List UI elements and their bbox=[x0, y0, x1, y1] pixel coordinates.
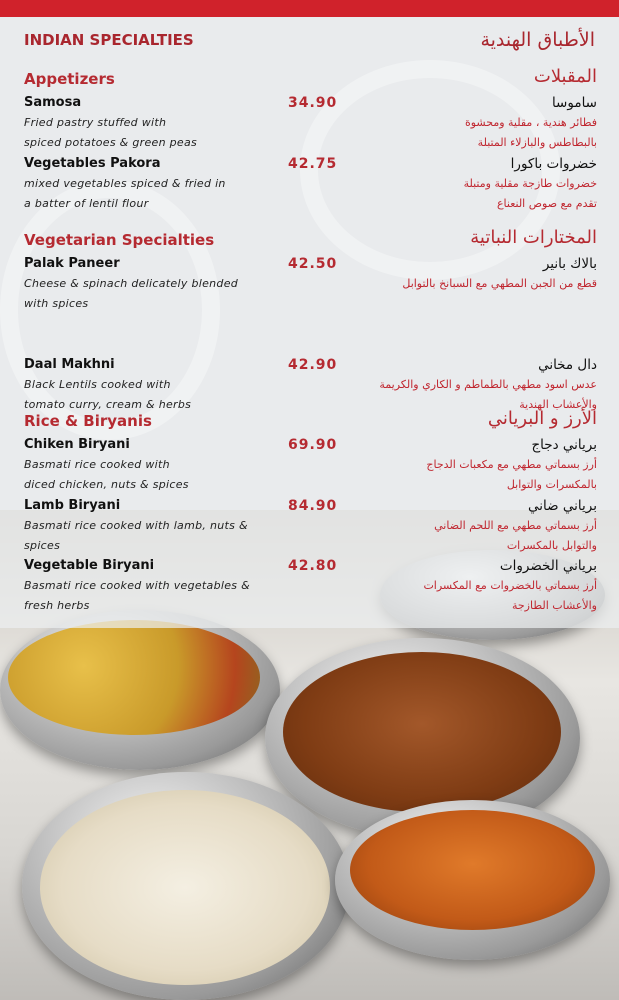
item-description-arabic: فطائر هندية ، مقلية ومحشوة bbox=[464, 115, 597, 129]
top-red-bar bbox=[0, 0, 619, 17]
rice-dish bbox=[40, 790, 330, 985]
menu-section bbox=[0, 66, 619, 210]
item-price: 42.50 bbox=[288, 255, 338, 272]
menu-section bbox=[0, 408, 619, 613]
daal-dish bbox=[283, 652, 561, 812]
item-description-arabic: والأعشاب الطازجة bbox=[511, 599, 597, 613]
item-description-arabic: قطع من الجبن المطهي مع السبانخ بالتوابل bbox=[402, 276, 597, 290]
section-title-arabic: المختارات النباتية bbox=[470, 227, 597, 248]
chicken-curry-dish bbox=[350, 810, 595, 930]
item-description-arabic: عدس اسود مطهي بالطماطم و الكاري والكريمة bbox=[379, 378, 597, 392]
section-title: Appetizers bbox=[24, 70, 115, 88]
item-name-arabic: خضروات باكورا bbox=[510, 155, 597, 172]
item-name-arabic: بالاك بانير bbox=[542, 255, 597, 272]
section-title-arabic: الأرز و البرياني bbox=[487, 408, 597, 429]
cauliflower-dish bbox=[8, 620, 260, 735]
item-description: tomato curry, cream & herbs bbox=[24, 398, 192, 412]
item-price: 34.90 bbox=[288, 94, 338, 111]
item-description-arabic: أرز بسماتي مطهي مع مكعبات الدجاج bbox=[426, 457, 597, 471]
item-price: 84.90 bbox=[288, 497, 338, 514]
item-description-arabic: والتوابل بالمكسرات bbox=[506, 538, 597, 552]
item-description-arabic: بالمكسرات والتوابل bbox=[506, 477, 597, 491]
item-name: Chiken Biryani bbox=[24, 436, 130, 452]
page-title-arabic: الأطباق الهندية bbox=[480, 29, 595, 51]
item-price: 69.90 bbox=[288, 436, 338, 453]
section-title: Rice & Biryanis bbox=[24, 412, 152, 430]
item-description-arabic: أرز بسماتي مطهي مع اللحم الضاني bbox=[434, 518, 597, 532]
item-description-arabic: والأعشاب الهندية bbox=[519, 398, 597, 412]
item-description: Cheese & spinach delicately blended bbox=[24, 276, 239, 290]
item-description: Fried pastry stuffed with bbox=[24, 115, 167, 129]
item-name-arabic: برياني دجاج bbox=[531, 436, 597, 453]
page-title: INDIAN SPECIALTIES bbox=[24, 31, 194, 49]
item-description: with spices bbox=[24, 296, 89, 310]
item-name: Daal Makhni bbox=[24, 357, 115, 372]
item-description: spices bbox=[24, 538, 61, 552]
section-title: Vegetarian Specialties bbox=[24, 231, 215, 249]
item-name: Vegetable Biryani bbox=[24, 558, 155, 573]
item-description-arabic: تقدم مع صوص النعناع bbox=[496, 196, 597, 210]
item-price: 42.80 bbox=[288, 558, 338, 574]
item-description-arabic: خضروات طازجة مقلية ومتبلة bbox=[463, 176, 597, 190]
item-name-arabic: برياني الخضروات bbox=[499, 558, 597, 574]
item-description: a batter of lentil flour bbox=[24, 196, 149, 210]
item-name: Palak Paneer bbox=[24, 255, 120, 271]
item-description: diced chicken, nuts & spices bbox=[24, 477, 189, 491]
item-name: Vegetables Pakora bbox=[24, 155, 161, 171]
item-price: 42.75 bbox=[288, 155, 338, 172]
item-price: 42.90 bbox=[288, 357, 338, 373]
item-name: Samosa bbox=[24, 94, 82, 110]
section-title-arabic: المقبلات bbox=[533, 66, 597, 87]
item-description: Basmati rice cooked with vegetables & bbox=[24, 579, 250, 593]
item-description-arabic: بالبطاطس والبازلاء المتبلة bbox=[477, 135, 597, 149]
item-name-arabic: ساموسا bbox=[551, 94, 597, 111]
item-name: Lamb Biryani bbox=[24, 497, 121, 513]
item-description: fresh herbs bbox=[24, 599, 90, 613]
item-description-arabic: أرز بسماتي بالخضروات مع المكسرات bbox=[423, 579, 597, 593]
item-name-arabic: برياني ضاني bbox=[528, 497, 597, 514]
item-description: Basmati rice cooked with lamb, nuts & bbox=[24, 518, 248, 532]
item-description: Black Lentils cooked with bbox=[24, 378, 171, 392]
item-description: Basmati rice cooked with bbox=[24, 457, 170, 471]
item-description: spiced potatoes & green peas bbox=[24, 135, 198, 149]
menu-section bbox=[0, 227, 619, 412]
item-name-arabic: دال مخاني bbox=[538, 357, 597, 373]
item-description: mixed vegetables spiced & fried in bbox=[24, 176, 226, 190]
